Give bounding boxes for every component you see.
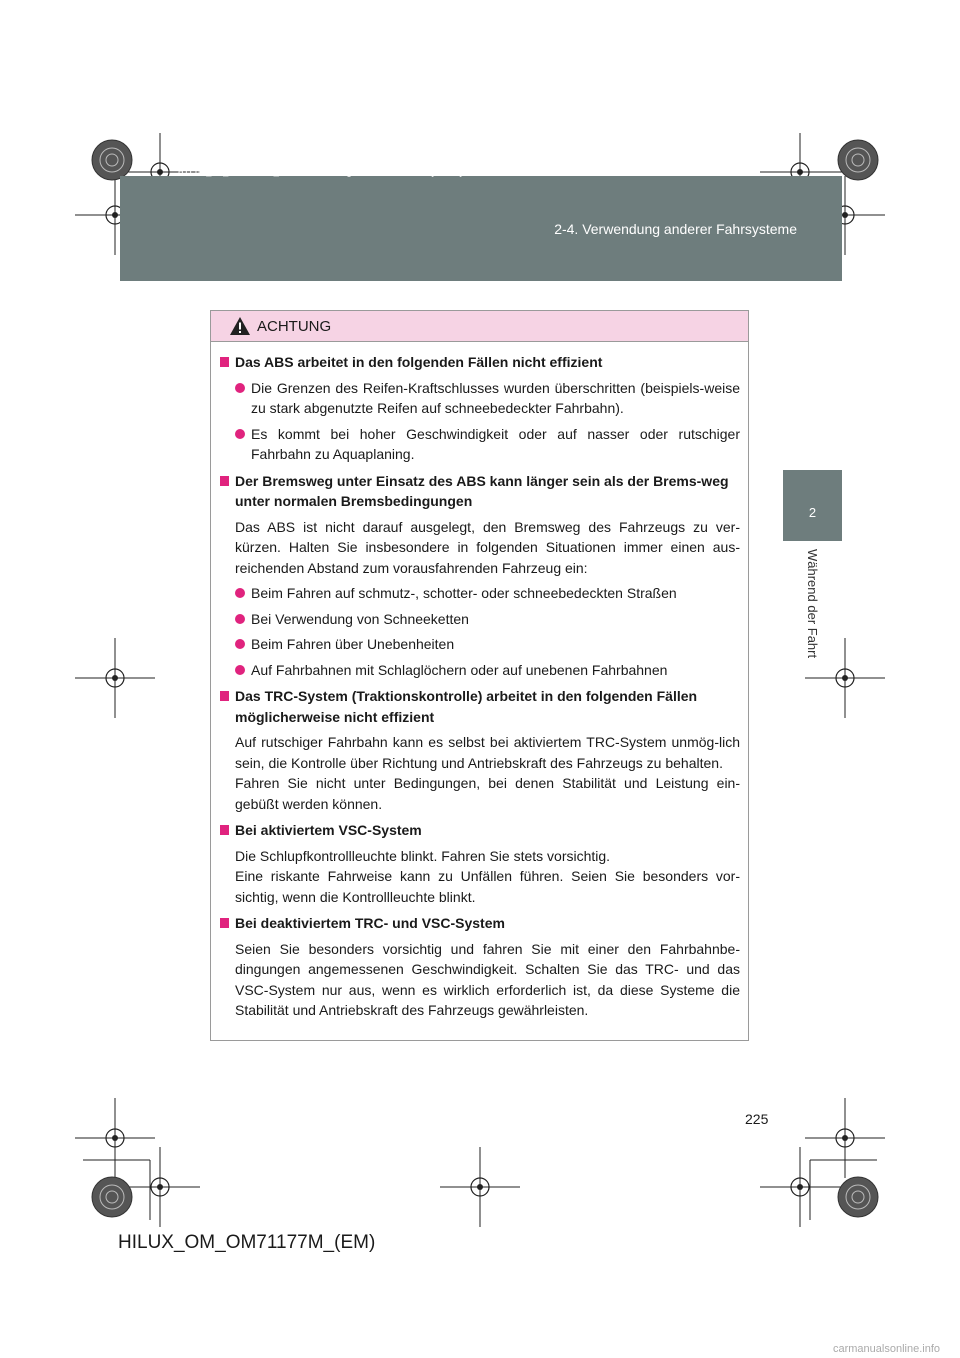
bullet-dot-icon [235, 665, 245, 675]
watermark: carmanualsonline.info [832, 1343, 940, 1355]
bullet-item: Beim Fahren auf schmutz-, schotter- oder schneebedeckten Straßen [219, 583, 740, 604]
bullet-item: Bei Verwendung von Schneeketten [219, 609, 740, 630]
chapter-number: 2 [808, 505, 817, 520]
section-title: 2-4. Verwendung anderer Fahrsysteme [554, 221, 797, 237]
square-bullet-icon [220, 825, 229, 835]
chapter-label-text: Während der Fahrt [805, 549, 820, 659]
square-bullet-icon [220, 691, 229, 701]
page-number: 225 [745, 1111, 769, 1127]
warning-header [211, 311, 748, 342]
bullet-dot-icon [235, 614, 245, 624]
bullet-item: Die Grenzen des Reifen-Kraftschlusses wurden überschritten (beispiels-weise zu stark abgenutzte Reifen auf schneebedeckter Fahrbahn). [219, 378, 740, 419]
bullet-dot-icon [235, 429, 245, 439]
warning-body [211, 342, 748, 1021]
square-bullet-icon [220, 476, 229, 486]
bullet-dot-icon [235, 588, 245, 598]
warning-title: ACHTUNG [257, 317, 332, 335]
square-bullet-icon [220, 918, 229, 928]
chapter-tab [783, 470, 842, 541]
bullet-item: Auf Fahrbahnen mit Schlaglöchern oder auf unebenen Fahrbahnen [219, 660, 740, 681]
bullet-dot-icon [235, 383, 245, 393]
bullet-item: Es kommt bei hoher Geschwindigkeit oder auf nasser oder rutschiger Fahrbahn zu Aquaplaning. [219, 424, 740, 465]
warning-item-heading: Bei deaktiviertem TRC- und VSC-System [219, 913, 740, 934]
bullet-item: Beim Fahren über Unebenheiten [219, 634, 740, 655]
warning-box [210, 310, 749, 1041]
warning-item-heading: Das ABS arbeitet in den folgenden Fällen nicht effizient [219, 352, 740, 373]
chapter-label [783, 549, 842, 684]
warning-paragraph: Das ABS ist nicht darauf ausgelegt, den Bremsweg des Fahrzeugs zu ver-kürzen. Halten Sie insbesondere in folgenden Situationen immer einen aus-reichenden Abstand zum vorausfahrenden Fahrzeug ein: [235, 518, 740, 576]
warning-item-heading: Der Bremsweg unter Einsatz des ABS kann länger sein als der Brems-weg unter normalen Bremsbedingungen [219, 471, 740, 512]
bullet-dot-icon [235, 639, 245, 649]
warning-paragraph: Seien Sie besonders vorsichtig und fahren Sie mit einer den Fahrbahnbe-dingungen angemessenen Geschwindigkeit. Schalten Sie das TRC- und das VSC-System nur aus, wenn es wirklich erforderlich ist, da diese Systeme die Stabilität und Antriebskraft des Fahrzeugs gewährleisten. [235, 940, 740, 1018]
document-code: HILUX_OM_OM71177M_(EM) [118, 1232, 376, 1253]
book-stamp: HILUX_OM_OM71177M_(EM).book Page 225 Wednesday, May 16, 2012 1:28 PM [178, 168, 561, 178]
warning-triangle-icon [229, 316, 251, 336]
square-bullet-icon [220, 357, 229, 367]
warning-item-heading: Das TRC-System (Traktionskontrolle) arbeitet in den folgenden Fällen möglicherweise nicht effizient [219, 686, 740, 727]
warning-paragraph: Auf rutschiger Fahrbahn kann es selbst bei aktiviertem TRC-System unmög-lich sein, die Kontrolle über Richtung und Antriebskraft des Fahrzeugs zu behalten. Fahren Sie nicht unter Bedingungen, bei denen Stabilität und Leistung ein-gebüßt werden können. [235, 734, 740, 812]
warning-item-heading: Bei aktiviertem VSC-System [219, 820, 740, 841]
warning-paragraph: Die Schlupfkontrollleuchte blinkt. Fahren Sie stets vorsichtig. Eine riskante Fahrweise kann zu Unfällen führen. Seien Sie besonders vor-sichtig, wenn die Kontrollleuchte blinkt. [235, 847, 740, 905]
